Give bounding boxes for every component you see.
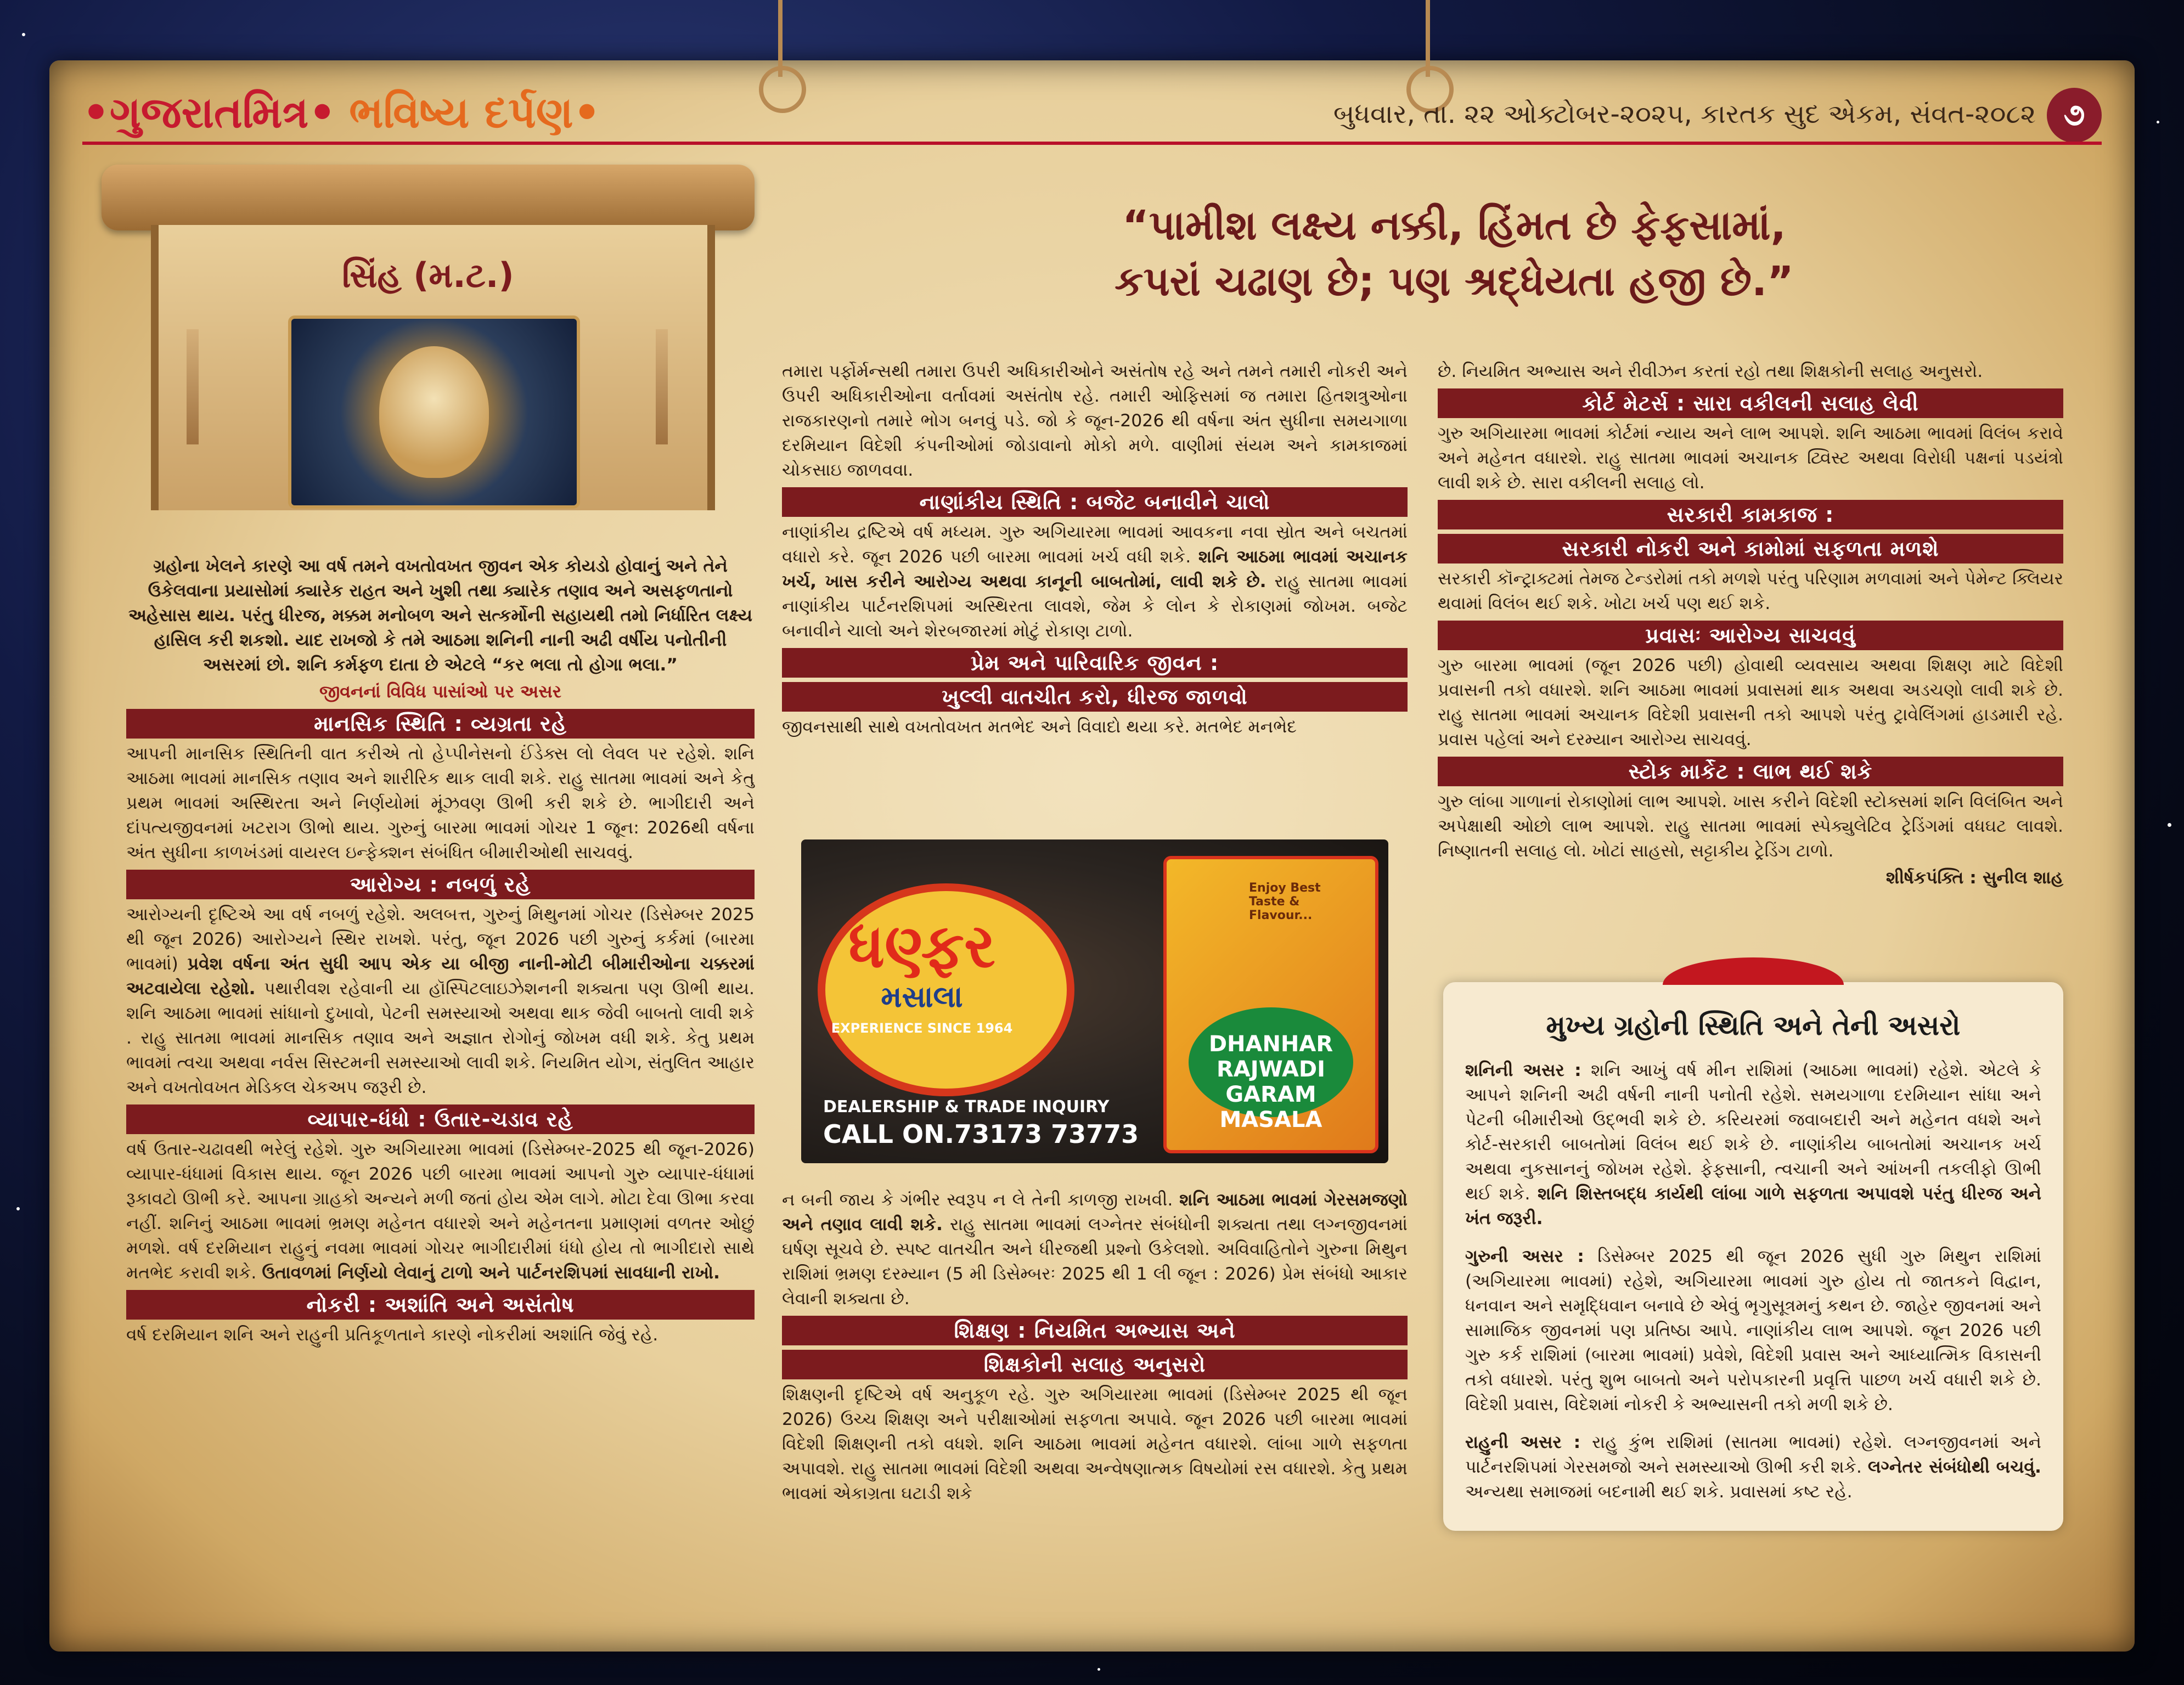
star [2168, 823, 2171, 827]
section-heading-job: નોકરી : અશાંતિ અને અસંતોષ [126, 1290, 755, 1320]
star [1097, 1668, 1100, 1671]
dateline: બુધવાર, તા. ૨૨ ઓક્ટોબર-૨૦૨૫, કારતક સુદ એકમ, સંવત-૨૦૮૨ [1333, 99, 2036, 129]
page-number: ૭ [2047, 88, 2102, 143]
ad-brand-sub: મસાલા [881, 979, 963, 1014]
section-body-love: જીવનસાથી સાથે વખતોવખત મતભેદ અને વિવાદો થયા કરે. મતભેદ મનભેદ [782, 717, 1297, 737]
section-body-mind: આપની માનસિક સ્થિતિની વાત કરીએ તો હેપ્પીનેસનો ઈંડેક્સ લો લેવલ પર રહેશે. શનિ આઠમા ભાવમાં માનસિક તણાવ અને શારીરિક થાક લાવી શકે. રાહુ સાતમા ભાવમાં અને કેતુ પ્રથમ ભાવમાં અસ્થિરતા અને નિર્ણયોમાં મૂંઝવણ ઊભી કરી શકે છે. ભાગીદારી અને દાંપત્યજીવનમાં ખટરાગ ઊભો થાય. ગુરુનું બારમા ભાવમાં ગોચર 1 જૂન: 2026થી વર્ષના અંત સુધીના કાળખંડમાં વાયરલ ઇન્ફેક્શન સંબંધિત બીમારીઓથી સાચવવું. [126, 744, 755, 863]
section-heading-education: શિક્ષણ : નિયમિત અભ્યાસ અને [782, 1316, 1408, 1345]
planets-effects-box [1443, 982, 2063, 1531]
section-body-job: વર્ષ દરમિયાન શનિ અને રાહુની પ્રતિકૂળતાને કારણે નોકરીમાં અશાંતિ જેવું રહે. [126, 1325, 658, 1345]
saturn-text: શનિ આખું વર્ષ મીન રાશિમાં (આઠમા ભાવમાં) રહેશે. એટલે કે આપને શનિની અઢી વર્ષની નાની પનોતી રહેશે. સમયગાળા દરમિયાન સાંધા અને પેટની બીમારીઓ ઉદ્ભવી શકે છે. કરિયરમાં જવાબદારી અને મહેનત વધશે અને કોર્ટ-સરકારી બાબતોમાં વિલંબ થઈ શકે છે. નાણાંકીય બાબતોમાં અચાનક ખર્ચ અથવા નુકસાનનું જોખમ રહેશે. ફેફસાની, ત્વચાની અને આંખની તકલીફો ઊભી થઈ શકે. [1465, 1061, 2042, 1204]
health-text-1: આરોગ્યની દૃષ્ટિએ આ વર્ષ નબળું રહેશે. અલબત્ત, ગુરુનું મિથુનમાં ગોચર (ડિસેમ્બર 2025 થી જૂન 2026) આરોગ્યને સ્થિર રાખશે. પરંતુ, જૂન 2026 પછી ગુરુનું કર્કમાં (બારમા ભાવમાં) [126, 905, 755, 974]
packet-label: DHANHAR RAJWADI GARAM MASALA [1189, 1007, 1353, 1117]
masala-packet [1163, 856, 1378, 1153]
rahu-text-tail: અન્યથા સમાજમાં બદનામી થઈ શકે. પ્રવાસમાં કષ્ટ રહે. [1465, 1482, 1853, 1502]
hanging-rope [1426, 0, 1430, 77]
packet-tagline: Enjoy Best Taste & Flavour... [1249, 881, 1321, 922]
rahu-text-bold: લગ્નેતર સંબંધોથી બચવું. [1867, 1457, 2042, 1477]
intro-paragraph: ગ્રહોના ખેલને કારણે આ વર્ષ તમને વખતોવખત જીવન એક કોયડો હોવાનું અને તેને ઉકેલવાના પ્રયાસોમાં ક્યારેક રાહત અને ખુશી તથા ક્યારેક તણાવ અને અસફળતાનો અહેસાસ થાય. પરંતુ ધીરજ, મક્કમ મનોબળ અને સત્કર્મોની સહાયથી તમો નિર્ધારિત લક્ષ્ય હાસિલ કરી શકશો. યાદ રાખજો કે તમે આઠમા શનિની નાની અઢી વર્ષીય પનોતીની અસરમાં છો. શનિ કર્મફળ દાતા છે એટલે “કર ભલા તો હોગા ભલા.” [128, 556, 753, 675]
zodiac-sign-title: સિંહ (મ.ટ.) [342, 255, 514, 295]
section-heading-finance: નાણાંકીય સ્થિતિ : બજેટ બનાવીને ચાલો [782, 487, 1408, 517]
column-3 [1438, 359, 2063, 893]
ad-dealer-text: DEALERSHIP & TRADE INQUIRY [823, 1097, 1110, 1117]
section-heading-business: વ્યાપાર-ધંધો : ઉતાર-ચડાવ રહે [126, 1104, 755, 1134]
headline-quote [933, 198, 1975, 309]
quote-line-1: “પામીશ લક્ષ્ય નક્કી, હિંમત છે ફેફસામાં, [1122, 202, 1786, 249]
section-body-education: શિક્ષણની દૃષ્ટિએ વર્ષ અનુકૂળ રહે. ગુરુ અગિયારમા ભાવમાં (ડિસેમ્બર 2025 થી જૂન 2026) ઉચ્ચ શિક્ષણ અને પરીક્ષાઓમાં સફળતા અપાવે. જૂન 2026 પછી બારમા ભાવમાં વિદેશી શિક્ષણની તકો વધશે. શનિ આઠમા ભાવમાં મહેનત વધારશે. લાંબા ગાળે સફળતા અપાવશે. રાહુ સાતમા ભાવમાં વિદેશી અથવા અન્વેષણાત્મક વિષયોમાં રસ વધારશે. કેતુ પ્રથમ ભાવમાં એકાગ્રતા ઘટાડી શકે [782, 1385, 1408, 1503]
section-body-government: સરકારી કૉન્ટ્રાક્ટમાં તેમજ ટેન્ડરોમાં તકો મળશે પરંતુ પરિણામ મળવામાં અને પેમેન્ટ ક્લિયર થવામાં વિલંબ થઈ શકે. ખોટા ખર્ચ પણ થઈ શકે. [1438, 569, 2063, 613]
section-body-stock: ગુરુ લાંબા ગાળાનાં રોકાણોમાં લાભ આપશે. ખાસ કરીને વિદેશી સ્ટોક્સમાં શનિ વિલંબિત અને અપેક્ષાથી ઓછો લાભ આપશે. રાહુ સાતમા ભાવમાં સ્પેક્યુલેટિવ ટ્રેડિંગમાં વધઘટ લાવશે. નિષ્ણાતની સલાહ લો. ખોટાં સાહસો, સટ્ટાકીય ટ્રેડિંગ ટાળો. [1438, 792, 2063, 861]
brand-name: •ગુજરાતમિત્ર• [82, 88, 336, 138]
love-text-1: ન બની જાય કે ગંભીર સ્વરૂપ ન લે તેની કાળજી રાખવી. [782, 1190, 1173, 1210]
section-subheading-love: ખુલ્લી વાતચીત કરો, ધીરજ જાળવો [782, 682, 1408, 712]
section-name: ભવિષ્ય દર્પણ• [349, 88, 601, 138]
section-subheading-government: સરકારી નોકરી અને કામોમાં સફળતા મળશે [1438, 534, 2063, 563]
section-heading-stock: સ્ટોક માર્કેટ : લાભ થઈ શકે [1438, 757, 2063, 786]
rahu-text: રાહુ કુંભ રાશિમાં (સાતમા ભાવમાં) રહેશે. લગ્નજીવનમાં અને પાર્ટનરશિપમાં ગેરસમજો અને સમસ્યાઓ ઊભી કરી શકે. [1465, 1433, 2042, 1477]
love-text-2: રાહુ સાતમા ભાવમાં લગ્નેતર સંબંધોની શક્યતા તથા લગ્નજીવનમાં ઘર્ષણ સૂચવે છે. સ્પષ્ટ વાતચીત અને ધીરજથી પ્રશ્નો ઉકેલશો. અવિવાહિતોને ગુરુના મિથુન રાશિમાં ભ્રમણ દરમ્યાન (5 મી ડિસેમ્બરઃ 2025 થી 1 લી જૂન : 2026) પ્રેમ સંબંધો આકાર લેવાની શક્યતા છે. [782, 1215, 1408, 1309]
section-heading-government: સરકારી કામકાજ : [1438, 500, 2063, 529]
leo-lion-illustration [288, 315, 580, 509]
section-subheading-education: શિક્ષકોની સલાહ અનુસરો [782, 1350, 1408, 1379]
finance-text-1: નાણાંકીય દ્રષ્ટિએ વર્ષ મધ્યમ. ગુરુ અગિયારમા ભાવમાં આવકના નવા સ્રોત અને બચતમાં વધારો કરે. જૂન 2026 પછી બારમા ભાવમાં ખર્ચ વધી શકે. [782, 522, 1408, 567]
masthead-logo [82, 88, 601, 138]
love-continued [782, 1188, 1408, 1311]
section-body-travel: ગુરુ બારમા ભાવમાં (જૂન 2026 પછી) હોવાથી વ્યવસાય અથવા શિક્ષણ માટે વિદેશી પ્રવાસની તકો વધારશે. શનિ આઠમા ભાવમાં પ્રવાસમાં થાક અથવા અડચણો લાવી શકે છે. રાહુ સાતમા ભાવમાં અચાનક વિદેશી પ્રવાસની તકો આપશે પરંતુ ટ્રાવેલિંગમાં હાડમારી રહે. પ્રવાસ પહેલાં અને દરમ્યાન આરોગ્ય સાચવવું. [1438, 656, 2063, 749]
section-heading-love: પ્રેમ અને પારિવારિક જીવન : [782, 648, 1408, 678]
section-heading-court: કોર્ટ મેટર્સ : સારા વકીલની સલાહ લેવી [1438, 388, 2063, 418]
section-heading-travel: પ્રવાસઃ આરોગ્ય સાચવવું [1438, 621, 2063, 650]
star [2157, 121, 2159, 123]
rahu-effect [1465, 1430, 2041, 1504]
column-1 [126, 554, 755, 1350]
finance-text-2: રાહુ સાતમા ભાવમાં નાણાંકીય પાર્ટનરશિપમાં અસ્થિરતા લાવશે, જેમ કે લોન કે રોકાણમાં જોખમ. બજેટ બનાવીને ચાલો અને શેરબજારમાં મોટું રોકાણ ટાળો. [782, 572, 1408, 641]
lion-face [379, 346, 489, 478]
star [16, 1207, 20, 1210]
ad-phone: CALL ON.73173 73773 [823, 1119, 1139, 1149]
saturn-label: શનિની અસર : [1465, 1061, 1581, 1080]
column-2-lower [782, 1188, 1408, 1508]
ad-brand-name: ધણ્ફર [848, 911, 995, 981]
jupiter-text: ડિસેમ્બર 2025 થી જૂન 2026 સુધી ગુરુ મિથુન રાશિમાં (અગિયારમા ભાવમાં) રહેશે, અગિયારમા ભાવમાં ગુરુ હોય તો જાતકને વિદ્વાન, ધનવાન અને સમૃદ્ધિવાન બનાવે છે એવું ભૃગુસૂત્રમનું કથન છે. જાહેર જીવનમાં અને સામાજિક જીવનમાં પણ પ્રતિષ્ઠા આપે. નાણાંકીય લાભ આપશે. જૂન 2026 પછી ગુરુ કર્ક રાશિમાં (બારમા ભાવમાં) પ્રવેશે, વિદેશી પ્રવાસ અને આધ્યાત્મિક વિકાસની તકો વધારશે. પરંતુ શુભ બાબતો અને પરોપકારની પ્રવૃત્તિ પાછળ ખર્ચ વધારી શકે છે. વિદેશી પ્રવાસ, વિદેશમાં નોકરી કે અભ્યાસની તકો મળી શકે છે. [1465, 1247, 2042, 1415]
section-body-business [126, 1137, 755, 1286]
saturn-effect [1465, 1058, 2041, 1231]
job-continued: તમારા પર્ફોર્મન્સથી તમારા ઉપરી અધિકારીઓને અસંતોષ રહે અને તમને તમારી નોકરી અને ઉપરી અધિકારીઓના વર્તાવમાં અસંતોષ રહે. તમારી ઓફિસમાં જ તમારા હિતશત્રુઓના રાજકારણનો તમારે ભોગ બનવું પડે. જો કે જૂન-2026 થી વર્ષના અંત સુધીના સમયગાળા દરમિયાન વિદેશી કંપનીઓમાં જોડાવાનો મોકો મળે. વાણીમાં સંયમ અને કામકાજમાં ચોકસાઇ જાળવવા. [782, 362, 1408, 480]
zodiac-scroll [102, 165, 755, 516]
scroll-rod [102, 165, 755, 230]
author-credit: શીર્ષકપંક્તિ : સુનીલ શાહ [1885, 868, 2063, 888]
star [22, 33, 25, 36]
tassel-left [187, 329, 199, 444]
section-heading-mind: માનસિક સ્થિતિ : વ્યગ્રતા રહે [126, 709, 755, 739]
tassel-right [656, 329, 668, 444]
header-rule [82, 142, 2102, 145]
business-text-bold: ઉતાવળમાં નિર્ણયો લેવાનું ટાળો અને પાર્ટનરશિપમાં સાવધાની રાખો. [262, 1263, 721, 1283]
rahu-label: રાહુની અસર : [1465, 1433, 1581, 1452]
box-title: મુખ્ય ગ્રહોની સ્થિતિ અને તેની અસરો [1546, 1010, 1961, 1041]
health-text-bold: પ્રવેશ વર્ષના અંત સુધી આપ એક યા બીજી નાની-મોટી બીમારીઓના ચક્કરમાં અટવાયેલા રહેશો. [126, 954, 755, 999]
business-text: વર્ષ ઉતાર-ચઢાવથી ભરેલું રહેશે. ગુરુ અગિયારમા ભાવમાં (ડિસેમ્બર-2025 થી જૂન-2026) વ્યાપાર-ધંધામાં વિકાસ થાય. જૂન 2026 પછી બારમા ભાવમાં આપનો ગુરુ વ્યાપાર-ધંધામાં રૂકાવટો ઊભી કરે. આપના ગ્રાહકો અન્યને મળી જતાં હોય એમ લાગે. મોટા દેવા ઊભા કરવા નહીં. શનિનું આઠમા ભાવમાં ભ્રમણ મહેનત વધારશે અને મહેનતના પ્રમાણમાં વળતર ઓછું મળશે. વર્ષ દરમિયાન રાહુનું નવમા ભાવમાં ગોચર ભાગીદારીમાં ધંધો હોય તો ભાગીદારો સાથે મતભેદ કરાવી શકે. [126, 1140, 755, 1283]
education-continued: છે. નિયમિત અભ્યાસ અને રીવીઝન કરતાં રહો તથા શિક્ષકોની સલાહ અનુસરો. [1438, 362, 1983, 381]
section-heading-health: આરોગ્ય : નબળું રહે [126, 870, 755, 899]
health-text-2: પથારીવશ રહેવાની યા હૉસ્પિટલાઇઝેશનની શક્યતા પણ ઊભી થાય. શનિ આઠમા ભાવમાં સાંધાનો દુખાવો, પેટની સમસ્યાઓ અથવા થાક જેવી બાબતો લાવી શકે . રાહુ સાતમા ભાવમાં માનસિક તણાવ અને અજ્ઞાત રોગોનું જોખમ વધી શકે. કેતુ પ્રથમ ભાવમાં ત્વચા અથવા નર્વસ સિસ્ટમની સમસ્યાઓ લાવી શકે. નિયમિત યોગ, સંતુલિત આહાર અને વખતોવખત મેડિકલ ચેકઅપ જરૂરી છે. [126, 979, 755, 1097]
saturn-text-bold: શનિ શિસ્તબદ્ધ કાર્યથી લાંબા ગાળે સફળતા અપાવશે પરંતુ ધીરજ અને ખંત જરૂરી. [1465, 1184, 2041, 1228]
masala-advertisement[interactable] [801, 839, 1388, 1163]
love-text-bold: શનિ આઠમા ભાવમાં ગેરસમજણો અને તણાવ લાવી શકે. [782, 1190, 1408, 1235]
page-header [82, 88, 2102, 148]
section-body-finance [782, 520, 1408, 644]
hanging-rope [778, 0, 783, 77]
intro-subheading: જીવનનાં વિવિધ પાસાંઓ પર અસર [319, 682, 562, 702]
column-2 [782, 359, 1408, 742]
ad-since: EXPERIENCE SINCE 1964 [831, 1021, 1013, 1036]
finance-text-bold: શનિ આઠમા ભાવમાં અચાનક ખર્ચ, ખાસ કરીને આરોગ્ય અથવા કાનૂની બાબતોમાં, લાવી શકે છે. [782, 547, 1408, 591]
section-body-court: ગુરુ અગિયારમા ભાવમાં કોર્ટમાં ન્યાય અને લાભ આપશે. શનિ આઠમા ભાવમાં વિલંબ કરાવે અને મહેનત વધારશે. રાહુ સાતમા ભાવમાં અચાનક ટ્વિસ્ટ અથવા વિરોધી પક્ષનાં પડયંત્રો લાવી શકે છે. સારા વકીલની સલાહ લો. [1438, 424, 2063, 493]
section-body-health [126, 903, 755, 1100]
jupiter-effect [1465, 1244, 2041, 1417]
quote-line-2: કપરાં ચઢાણ છે; પણ શ્રદ્ધેયતા હજી છે.” [1114, 258, 1794, 305]
jupiter-label: ગુરુની અસર : [1465, 1247, 1584, 1266]
